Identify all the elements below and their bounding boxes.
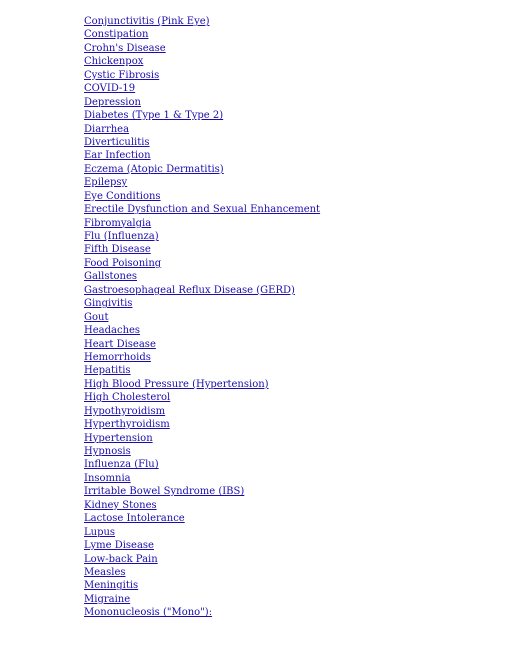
condition-link[interactable]: Cystic Fibrosis bbox=[84, 69, 160, 81]
list-item bbox=[84, 416, 320, 429]
list-item bbox=[84, 403, 320, 416]
list-item bbox=[84, 604, 320, 617]
condition-link[interactable]: Lactose Intolerance bbox=[84, 513, 185, 525]
list-item bbox=[84, 497, 320, 510]
list-item bbox=[84, 188, 320, 201]
list-item bbox=[84, 483, 320, 496]
condition-link[interactable]: Kidney Stones bbox=[84, 499, 157, 511]
condition-link[interactable]: Conjunctivitis (Pink Eye) bbox=[84, 16, 210, 27]
list-item bbox=[84, 591, 320, 604]
list-item bbox=[84, 564, 320, 577]
condition-link[interactable]: Fibromyalgia bbox=[84, 217, 152, 229]
condition-link[interactable]: Depression bbox=[84, 96, 141, 108]
list-item bbox=[84, 295, 320, 308]
list-item bbox=[84, 443, 320, 456]
list-item bbox=[84, 174, 320, 187]
condition-link[interactable]: Erectile Dysfunction and Sexual Enhancement bbox=[84, 204, 321, 216]
list-item bbox=[84, 13, 320, 26]
list-item bbox=[84, 107, 320, 120]
condition-link[interactable]: Low-back Pain bbox=[84, 553, 158, 565]
list-item bbox=[84, 376, 320, 389]
list-item bbox=[84, 524, 320, 537]
list-item bbox=[84, 322, 320, 335]
list-item bbox=[84, 80, 320, 93]
condition-link[interactable]: COVID-19 bbox=[84, 83, 136, 95]
list-item bbox=[84, 551, 320, 564]
list-item bbox=[84, 389, 320, 402]
condition-link[interactable]: High Cholesterol bbox=[84, 392, 171, 404]
condition-link[interactable]: Constipation bbox=[84, 29, 149, 41]
condition-link[interactable]: Influenza (Flu) bbox=[84, 459, 159, 471]
condition-link[interactable]: Diarrhea bbox=[84, 123, 130, 135]
condition-link[interactable]: Hypothyroidism bbox=[84, 405, 166, 417]
list-item bbox=[84, 255, 320, 268]
condition-link[interactable]: Migraine bbox=[84, 593, 131, 605]
condition-link[interactable]: Gout bbox=[84, 311, 109, 323]
condition-link[interactable]: Hepatitis bbox=[84, 365, 131, 377]
list-item bbox=[84, 121, 320, 134]
list-item bbox=[84, 268, 320, 281]
condition-link[interactable]: Lupus bbox=[84, 526, 116, 538]
condition-link[interactable]: Gingivitis bbox=[84, 298, 133, 310]
condition-link[interactable]: Gallstones bbox=[84, 271, 138, 283]
list-item bbox=[84, 161, 320, 174]
condition-link[interactable]: Hypertension bbox=[84, 432, 153, 444]
condition-link[interactable]: Chickenpox bbox=[84, 56, 144, 68]
condition-link[interactable]: Gastroesophageal Reflux Disease (GERD) bbox=[84, 284, 295, 296]
list-item bbox=[84, 26, 320, 39]
condition-link[interactable]: Hyperthyroidism bbox=[84, 419, 170, 431]
list-item bbox=[84, 577, 320, 590]
condition-link[interactable]: Hypnosis bbox=[84, 446, 131, 457]
list-item bbox=[84, 201, 320, 214]
list-item bbox=[84, 349, 320, 362]
condition-link[interactable]: Epilepsy bbox=[84, 177, 128, 189]
list-item bbox=[84, 67, 320, 80]
condition-link[interactable]: Eczema (Atopic Dermatitis) bbox=[84, 163, 224, 175]
condition-link[interactable]: Flu (Influenza) bbox=[84, 231, 159, 242]
condition-link[interactable]: Insomnia bbox=[84, 472, 131, 484]
condition-link[interactable]: Irritable Bowel Syndrome (IBS) bbox=[84, 486, 245, 498]
list-item bbox=[84, 510, 320, 523]
list-item bbox=[84, 215, 320, 228]
condition-link-list bbox=[84, 13, 320, 618]
condition-link[interactable]: Hemorrhoids bbox=[84, 351, 151, 363]
list-item bbox=[84, 282, 320, 295]
condition-link[interactable]: Meningitis bbox=[84, 580, 139, 592]
condition-link[interactable]: Mononucleosis ("Mono"): bbox=[84, 607, 213, 619]
list-item bbox=[84, 336, 320, 349]
list-item bbox=[84, 537, 320, 550]
list-item bbox=[84, 53, 320, 66]
list-item bbox=[84, 147, 320, 160]
condition-link[interactable]: Diabetes (Type 1 & Type 2) bbox=[84, 110, 224, 122]
condition-link[interactable]: Heart Disease bbox=[84, 338, 156, 350]
list-item bbox=[84, 456, 320, 469]
condition-link[interactable]: Diverticulitis bbox=[84, 136, 150, 148]
condition-link[interactable]: Fifth Disease bbox=[84, 244, 151, 256]
list-item bbox=[84, 40, 320, 53]
condition-link[interactable]: Crohn's Disease bbox=[84, 42, 166, 54]
list-item bbox=[84, 241, 320, 254]
list-item bbox=[84, 362, 320, 375]
list-item bbox=[84, 430, 320, 443]
condition-link[interactable]: Lyme Disease bbox=[84, 540, 154, 552]
condition-link[interactable]: High Blood Pressure (Hypertension) bbox=[84, 378, 269, 390]
list-item bbox=[84, 470, 320, 483]
list-item bbox=[84, 309, 320, 322]
condition-link[interactable]: Headaches bbox=[84, 325, 141, 337]
condition-link[interactable]: Food Poisoning bbox=[84, 257, 162, 269]
list-item bbox=[84, 94, 320, 107]
list-item bbox=[84, 134, 320, 147]
list-item bbox=[84, 228, 320, 241]
condition-link[interactable]: Eye Conditions bbox=[84, 190, 161, 202]
condition-link[interactable]: Measles bbox=[84, 566, 126, 578]
condition-link[interactable]: Ear Infection bbox=[84, 150, 151, 162]
